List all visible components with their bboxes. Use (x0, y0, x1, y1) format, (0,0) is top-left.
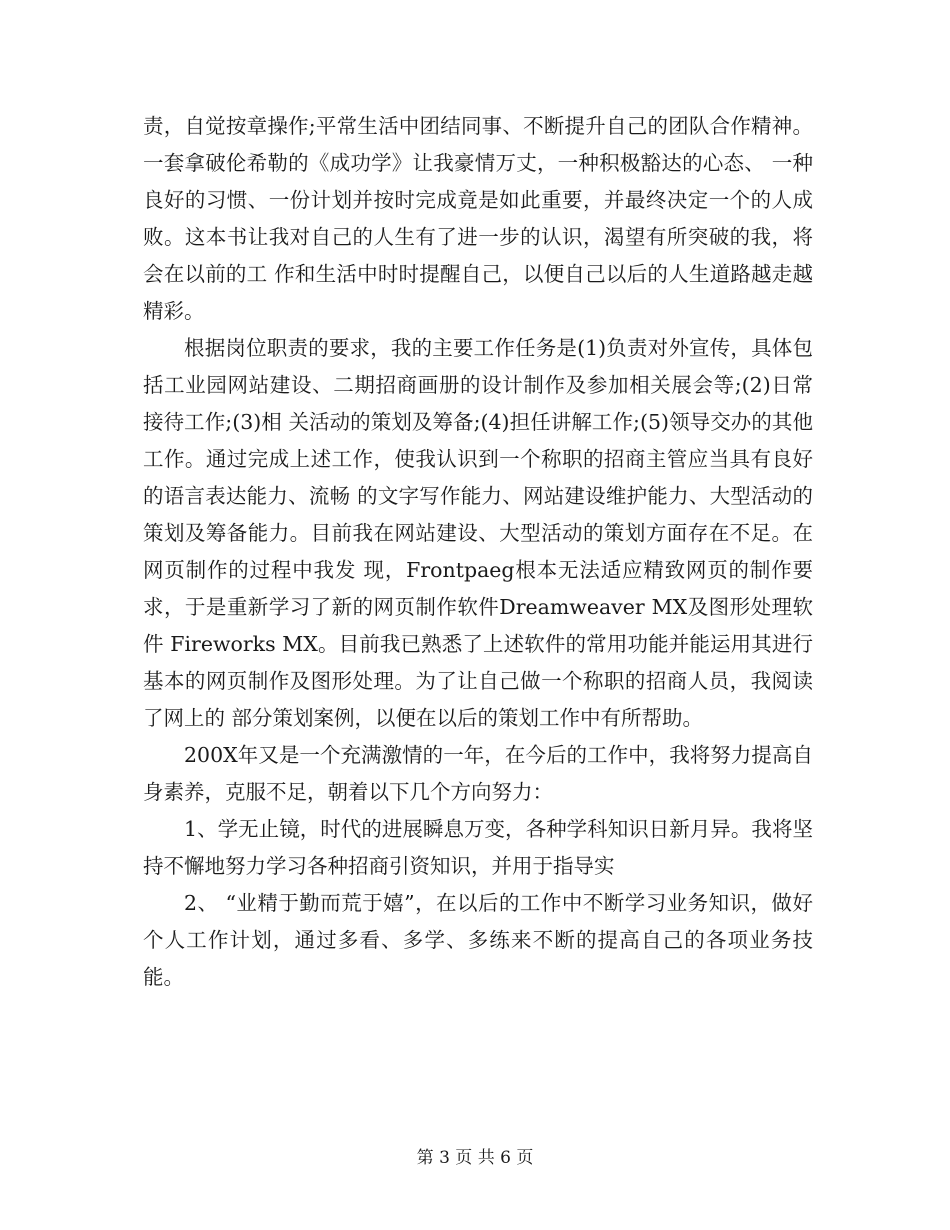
paragraph-goal-2: 2、 “业精于勤而荒于嬉”，在以后的工作中不断学习业务知识，做好个人工作计划，通过多看、多学、多练来不断的提高自己的各项业务技能。 (143, 891, 813, 989)
paragraph-goal-1: 1、学无止镜，时代的进展瞬息万变，各种学科知识日新月异。我将坚持不懈地努力学习各种招商引资知识，并用于指导实 (143, 817, 813, 878)
paragraph-continuation: 责，自觉按章操作;平常生活中团结同事、不断提升自己的团队合作精神。一套拿破伦希勒的《成功学》让我豪情万丈，一种积极豁达的心态、 一种良好的习惯、一份计划并按时完成竟是如此重要，并最终决定一个的人成败。这本书让我对自己的人生有了进一步的认识，渴望有所突破的我，将会在以前的工 作和生活中时时提醒自己，以便自己以后的人生道路越走越精彩。 (143, 114, 813, 323)
paragraph-new-year-goals: 200X年又是一个充满激情的一年，在今后的工作中，我将努力提高自身素养，克服不足，朝着以下几个方向努力： (143, 743, 813, 804)
document-body (143, 108, 813, 996)
page-number-footer: 第 3 页 共 6 页 (416, 1148, 534, 1168)
paragraph-job-duties: 根据岗位职责的要求，我的主要工作任务是(1)负责对外宣传，具体包括工业园网站建设、二期招商画册的设计制作及参加相关展会等;(2)日常接待工作;(3)相 关活动的策划及筹备;(4)担任讲解工作;(5)领导交办的其他工作。通过完成上述工作，使我认识到一个称职的招商主管应当具有良好的语言表达能力、流畅 的文字写作能力、网站建设维护能力、大型活动的策划及筹备能力。目前我在网站建设、大型活动的策划方面存在不足。在网页制作的过程中我发 现，Frontpaeg根本无法适应精致网页的制作要求，于是重新学习了新的网页制作软件Dreamweaver MX及图形处理软件 Fireworks MX。目前我已熟悉了上述软件的常用功能并能运用其进行基本的网页制作及图形处理。为了让自己做一个称职的招商人员，我阅读了网上的 部分策划案例，以便在以后的策划工作中有所帮助。 (143, 336, 813, 730)
